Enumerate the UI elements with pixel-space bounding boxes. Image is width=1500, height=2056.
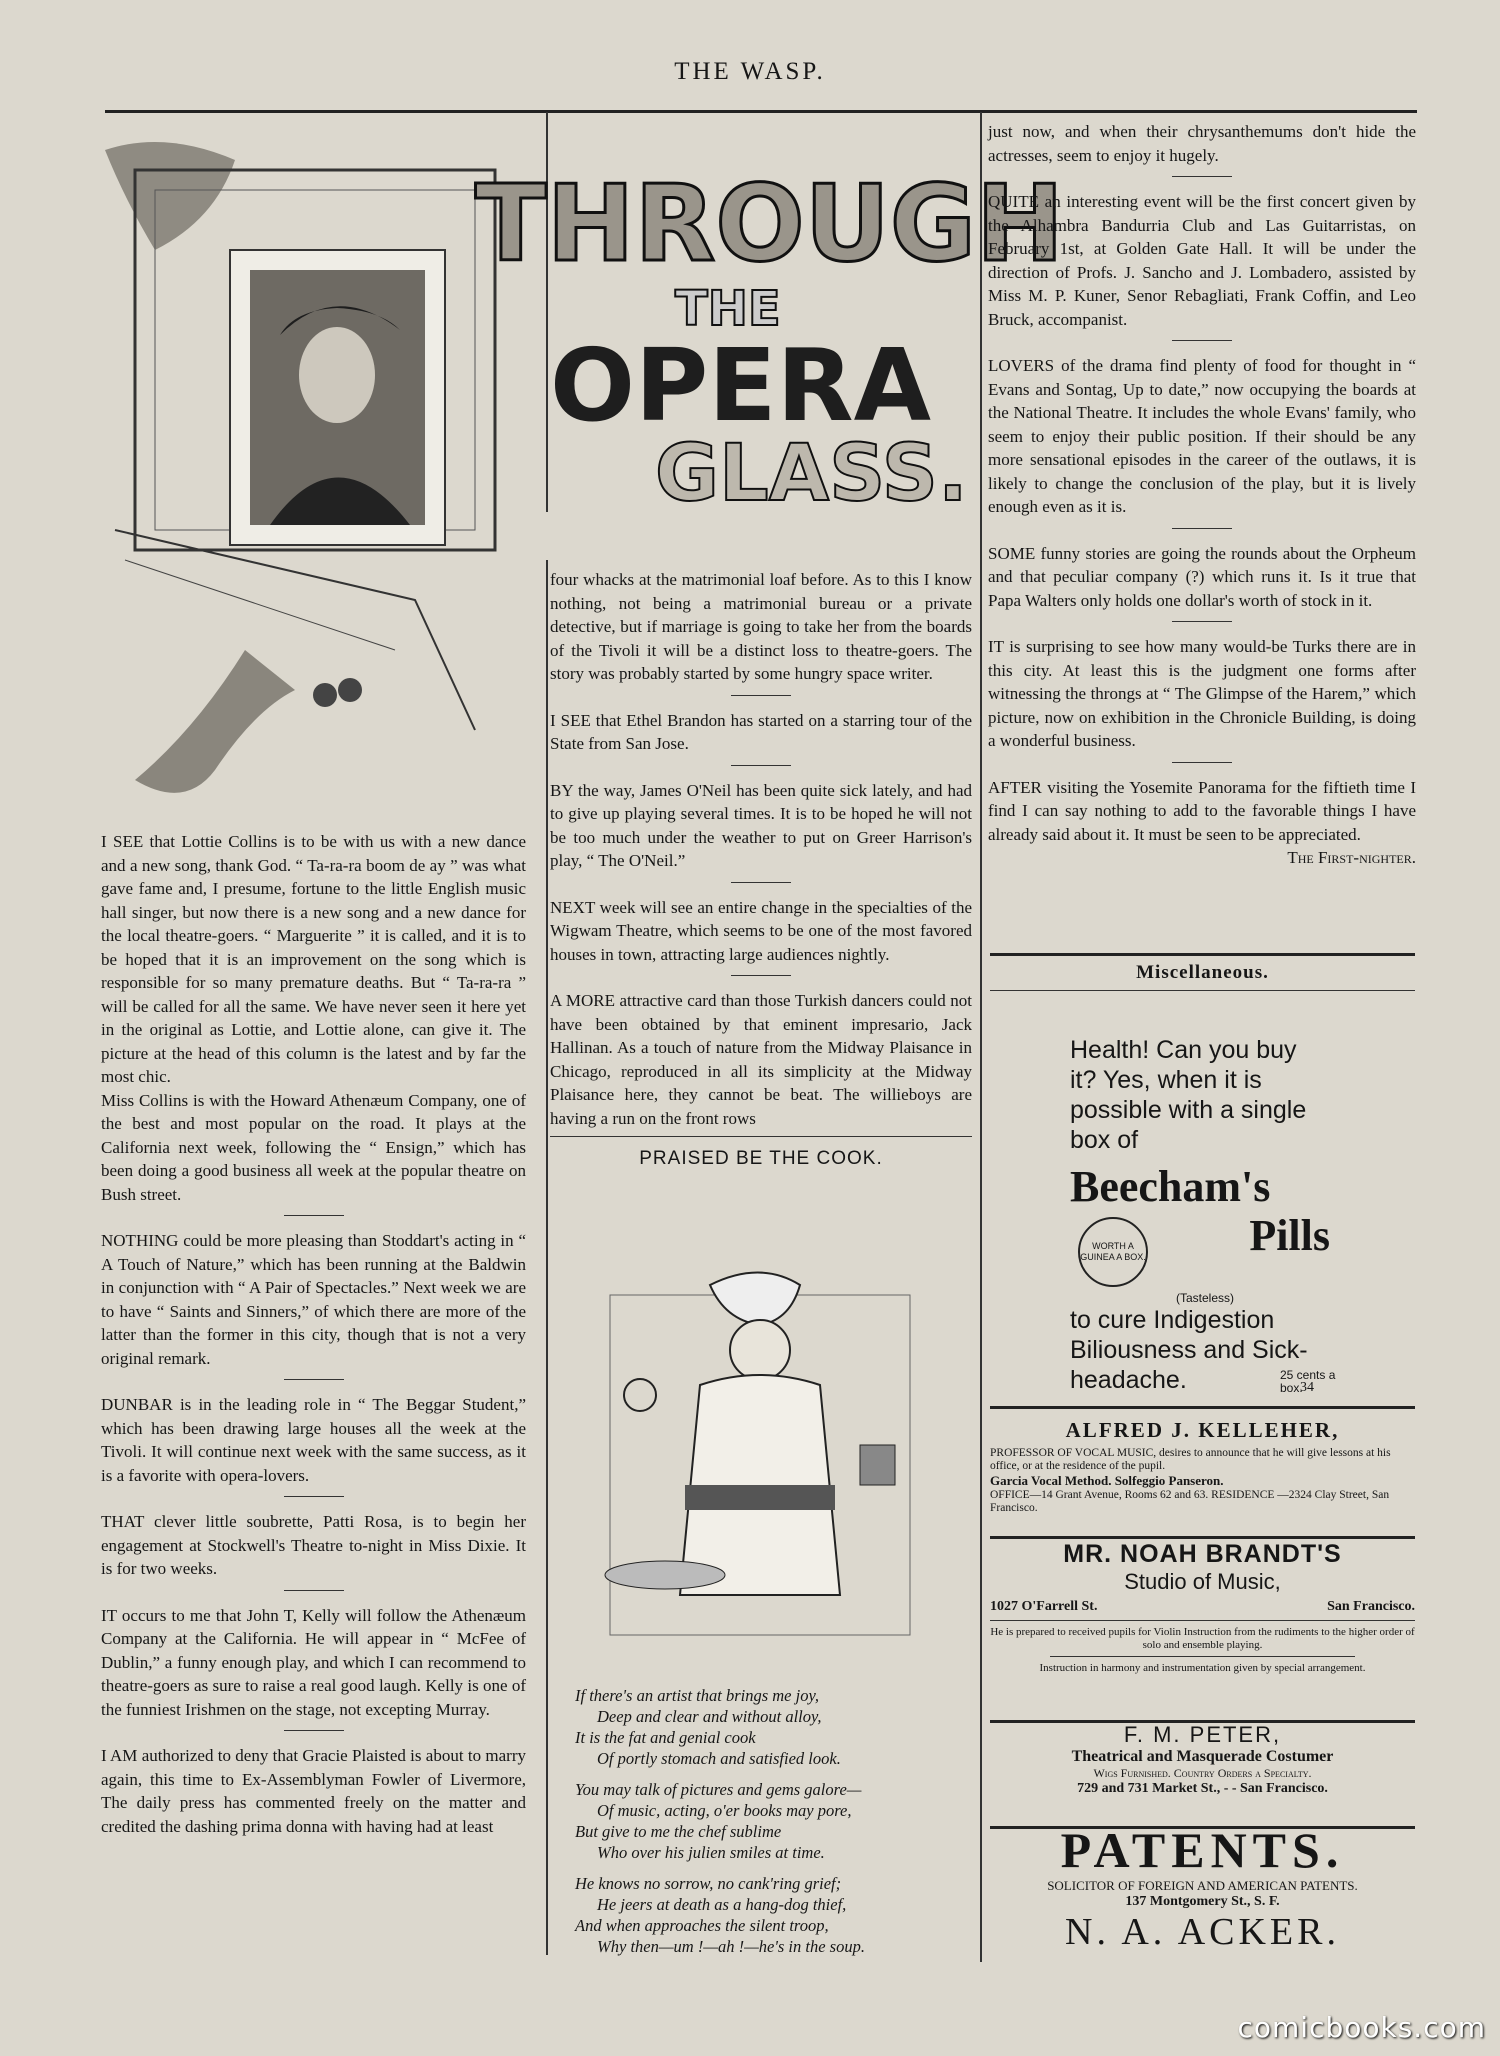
paragraph: DUNBAR is in the leading role in “ The Beggar Student,” which has been drawing large houses all the week at the Tivoli. It will continue next week with the same success, as it is a favorite with opera-lovers.	[101, 1395, 526, 1485]
separator	[284, 1215, 344, 1216]
chef-face	[730, 1320, 790, 1380]
paragraph: QUITE an interesting event will be the first concert given by the Alhambra Bandurria Club and Las Guitarristas, on February 1st, at Golden Gate Hall. It will be under the direction of Profs. J. Sancho and J. Lombadero, assisted by Miss M. P. Kuner, Senor Rebagliati, Frank Coffin, and Leo Bruck, accompanist.	[988, 192, 1416, 329]
curtain-drape	[105, 142, 235, 250]
separator	[731, 882, 791, 883]
separator	[1172, 176, 1232, 177]
cook-illustration	[590, 1265, 935, 1665]
running-header: THE WASP.	[674, 58, 826, 85]
paragraph: four whacks at the matrimonial loaf before. As to this I know nothing, not being a matrimonial bureau or a private detective, but if marriage is going to take her from the boards of the Tivoli it will be a distinct loss to theatre-goers. The story was probably started by some hungry space writer.	[550, 570, 972, 683]
brandt-ad: MR. NOAH BRANDT'S Studio of Music, 1027 O'Farrell St. San Francisco. He is prepared to received pupils for Violin Instruction from the rudiments to the higher order of solo and ensemble playing. Instruction in harmony and instrumentation given by special arrangement.	[990, 1540, 1415, 1674]
column-1	[101, 830, 526, 1838]
paragraph: AFTER visiting the Yosemite Panorama for the fiftieth time I find I can say nothing to add to the favorable things I have already said about it. It must be seen to be appreciated.	[988, 777, 1416, 844]
masthead-opera: OPERA	[550, 327, 932, 444]
misc-heading: Miscellaneous.	[1136, 962, 1269, 983]
paragraph: LOVERS of the drama find plenty of food for thought in “ Evans and Sontag, Up to date,” now occupying the boards at the National Theatre. It includes the whole Evans' family, who seem to enjoy their public position. If their should be any more sensational episodes in the career of the outlaws, it is likely to change the conclusion of the play, but it is lively enough even as it is.	[988, 356, 1416, 516]
separator	[284, 1379, 344, 1380]
column-2	[550, 568, 972, 1171]
rule	[990, 953, 1415, 956]
separator	[1172, 621, 1232, 622]
paragraph: BY the way, James O'Neil has been quite sick lately, and had to give up playing several times. It is to be hoped he will not be too much under the weather to put on Greer Harrison's play, “ The O'Neil.”	[550, 780, 972, 870]
paragraph: I AM authorized to deny that Gracie Plaisted is about to marry again, this time to Ex-Assemblyman Fowler of Livermore, The daily press has commented freely on the matter and credited the dashing prima donna with having had at least	[101, 1746, 526, 1836]
masthead-glass: GLASS.	[655, 429, 968, 519]
separator	[284, 1730, 344, 1731]
paragraph: I SEE that Lottie Collins is to be with us with a new dance and a new song, thank God. “ Ta-ra-ra boom de ay ” was what gave fame and, I presume, fortune to the little English music hall singer, but now there is a new song and a new dance for the local theatre-goers. “ Marguerite ” it is called, and it is to be hoped that it is an improvement on the song which is responsible for so many premature deaths. But “ Ta-ra-ra ” will be called for all the same. We have never seen it here yet in the original as Lottie, and Lottie alone, can give it. The picture at the head of this column is the latest and by far the most chic.	[101, 832, 526, 1086]
beecham-brand: Beecham's	[1070, 1162, 1271, 1211]
peter-ad: F. M. PETER, Theatrical and Masquerade Costumer Wigs Furnished. Country Orders a Specialty. 729 and 731 Market St., - - San Francisco.	[1071, 1722, 1334, 1796]
paragraph: I SEE that Ethel Brandon has started on a starring tour of the State from San Jose.	[550, 710, 972, 753]
watermark: comicbooks.com	[1237, 2011, 1486, 2044]
separator	[1172, 762, 1232, 763]
separator	[284, 1590, 344, 1591]
paragraph: SOME funny stories are going the rounds about the Orpheum and that peculiar company (?) which runs it. Is it true that Papa Walters only holds one dollar's worth of stock in it.	[988, 543, 1416, 610]
chef-hat	[710, 1273, 800, 1326]
paragraph: Miss Collins is with the Howard Athenæum Company, one of the best and most popular on the road. It plays at the California next week, following the “ Ensign,” which has been doing a good business all week at the popular theatre on Bush street.	[101, 1090, 526, 1204]
separator	[731, 695, 791, 696]
separator	[1172, 340, 1232, 341]
separator	[284, 1496, 344, 1497]
signature: The First-nighter.	[1287, 848, 1416, 867]
paragraph: NOTHING could be more pleasing than Stoddart's acting in “ A Touch of Nature,” which has been running at the Baldwin in conjunction with “ A Pair of Spectacles.” Next week we are to have “ Saints and Sinners,” of which there are more of the latter than the former in this city, though that is not a very original remark.	[101, 1231, 526, 1368]
separator	[731, 765, 791, 766]
masthead-through: THROUGH	[475, 163, 1064, 285]
cook-title: PRAISED BE THE COOK.	[639, 1148, 883, 1169]
beecham-ad: Health! Can you buy it? Yes, when it is possible with a single box of Beecham's WORTH A GUINEA A BOX. Pills (Tasteless) to cure Indigestion Biliousness and Sick- headache. 25 cents a box.	[1070, 1035, 1340, 1395]
pot	[860, 1445, 895, 1485]
poem: If there's an artist that brings me joy, Deep and clear and without alloy, It is the fat and genial cook Of portly stomach and satisfied look. You may talk of pictures and gems galore— Of music, acting, o'er books may pore, But give to me the chef sublime Who over his julien smiles at time. He knows no sorrow, no cank'ring grief; He jeers at death as a hang-dog thief, And when approaches the silent troop, Why then—um !—ah !—he's in the soup.	[575, 1686, 865, 1956]
column-3	[988, 120, 1416, 870]
guinea-seal: WORTH A GUINEA A BOX.	[1078, 1217, 1148, 1287]
paragraph: A MORE attractive card than those Turkish dancers could not have been obtained by that eminent impresario, Jack Hallinan. As a touch of nature from the Midway Plaisance in Chicago, reproduced in all its simplicity at the Midway Plaisance here, they cannot be beat. The willieboys are having a run on the front rows	[550, 991, 972, 1128]
magazine-page: THE WASP. THROUGH THE OPERA GLASS. I SEE that Lottie Collins is to be with us with a new dance and a new song, thank God. “ Ta-ra-ra boom de ay ” was what gave fame and, I presume, fortune to the little English music hall singer, but now there is a new song and a new dance for the local theatre-goers. “ Marguerite ” it is called, and it is to be hoped that it is an improvement on the song which is responsible for so many premature deaths. But “ Ta-ra-ra ” will be called for all the same. We have never seen it here yet in the original as Lottie, and Lottie alone, can give it. The picture at the head of this column is the latest and by far the most chic. Miss Collins is with the Howard Athenæum Company, one of the best and most popular on the road. It plays at the California next week, following the “ Ensign,” which has been doing a good business all week at the popular theatre on Bush street. NOTHING could be more pleasing than Stoddart's acting in “ A Touch of Nature,” which has been running at the Baldwin in conjunction with “ A Pair of Spectacles.” Next week we are to have “ Saints and Sinners,” of which there are more of the latter than the former in this city, though that is not a very original remark. DUNBAR is in the leading role in “ The Beggar Student,” which has been drawing large houses all the week at the Tivoli. It will continue next week with the same success, as it is a favorite with opera-lovers. THAT clever little soubrette, Patti Rosa, is to begin her engagement at Stockwell's Theatre to-night in Miss Dixie. It is for two weeks. IT occurs to me that John T, Kelly will follow the Athenæum Company at the California. He will appear in “ McFee of Dublin,” a funny enough play, and which I can recommend to theatre-goers as sure to raise a real good laugh. Kelly is one of the funniest Irishmen on the stage, not excepting Murray. I AM authorized to deny that Gracie Plaisted is about to marry again, this time to Ex-Assemblyman Fowler of Livermore, The daily press has commented freely on the matter and credited the dashing prima donna with having had at least four whacks at the matrimonial loaf before. As to this I know nothing, not being a matrimonial bureau or a private detective, but if marriage is going to take her from the boards of the Tivoli it will be a distinct loss to theatre-goers. The story was probably started by some hungry space writer. I SEE that Ethel Brandon has started on a starring tour of the State from San Jose. BY the way, James O'Neil has been quite sick lately, and had to give up playing several times. It is to be hoped he will not be too much under the weather to put on Greer Harrison's play, “ The O'Neil.” NEXT week will see an entire change in the specialties of the Wigwam Theatre, which seems to be one of the most favored houses in town, attracting large audiences nightly. A MORE attractive card than those Turkish dancers could not have been obtained by that eminent impresario, Jack Hallinan. As a touch of nature from the Midway Plaisance in Chicago, reproduced in all its simplicity at the Midway Plaisance here, they cannot be beat. The willieboys are having a run on the front rows PRAISED BE THE COOK. If there's an artist that brings me joy, Deep and clear and without alloy, It is the fat and genial cook Of portly stomach and satisfied look. You may talk of pictures and gems galore— Of music, acting, o'er books may pore, But give to me the chef sublime Who over his julien smiles at time. He knows no sorrow, no cank'ring grief; He jeers at death as a hang-dog thief, And when approaches the silent troop, Why then—um !—ah !—he's in the soup. just now, and when their chrysanthemums don't hide the actresses, seem to enjoy it hugely. QUITE an interesting event will be the first concert given by the Alhambra Bandurria Club and Las Guitarristas, on February 1st, at Golden Gate Hall. It will be under the direction of Profs. J. Sancho and J. Lombadero, assisted by Miss M. P. Kuner, Senor Rebagliati, Frank Coffin, and Leo Bruck, accompanist. LOVERS of the drama find plenty of food for thought in “ Evans and Sontag, Up to date,” now occupying the boards at the National Theatre. It includes the whole Evans' family, who seem to enjoy their public position. If their should be any more sensational episodes in the career of the outlaws, it is likely to change the conclusion of the play, but it is lively enough even as it is. SOME funny stories are going the rounds about the Orpheum and that peculiar company (?) which runs it. Is it true that Papa Walters only holds one dollar's worth of stock in it. IT is surprising to see how many would-be Turks there are in this city. At least this is the judgment one forms after witnessing the throngs at “ The Glimpse of the Harem,” which picture, now on exhibition in the Chronicle Building, is doing a wonderful business. AFTER visiting the Yosemite Panorama for the fiftieth time I find I can say nothing to add to the favorable things I have already said about it. It must be seen to be appreciated. The First-nighter. Miscellaneous. Health! Can you buy it? Yes, when it is possible with a single box of Beecham's WORTH A GUINEA A BOX. Pills (Tasteless) to cure Indigestion Biliousness and Sick- headache. 25 cents a box. 34 ALFRED J. KELLEHER, PROFESSOR OF VOCAL MUSIC, desires to announce that he will give lessons at his office, or at the residence of the pupil. Garcia Vocal Method. Solfeggio Panseron. OFFICE—14 Grant Avenue, Rooms 62 and 63. RESIDENCE —2324 Clay Street, San Francisco. MR. NOAH BRANDT'S Studio of Music, 1027 O'Farrell St. San Francisco. He is prepared to received pupils for Violin Instruction from the rudiments to the higher order of solo and ensemble playing. Instruction in harmony and instrumentation given by special arrangement. F. M. PETER, Theatrical and Masquerade Costumer Wigs Furnished. Country Orders a Specialty. 729 and 731 Market St., - - San Francisco. PATENTS. SOLICITOR OF FOREIGN AND AMERICAN PATENTS. 137 Montgomery St., S. F. N. A. ACKER. comicbooks.com	[0, 0, 1500, 2056]
masthead-the: THE	[675, 281, 781, 337]
header-rule	[105, 110, 1417, 113]
paragraph: IT is surprising to see how many would-be Turks there are in this city. At least this is the judgment one forms after witnessing the throngs at “ The Glimpse of the Harem,” which picture, now on exhibition in the Chronicle Building, is doing a wonderful business.	[988, 637, 1416, 750]
paragraph: NEXT week will see an entire change in the specialties of the Wigwam Theatre, which seems to be one of the most favored houses in town, attracting large audiences nightly.	[550, 897, 972, 964]
lion-scroll	[135, 650, 295, 793]
rule	[990, 990, 1415, 991]
acker-ad: PATENTS. SOLICITOR OF FOREIGN AND AMERICAN PATENTS. 137 Montgomery St., S. F. N. A. ACKER.	[1047, 1822, 1358, 1953]
kelleher-ad: ALFRED J. KELLEHER, PROFESSOR OF VOCAL MUSIC, desires to announce that he will give lessons at his office, or at the residence of the pupil. Garcia Vocal Method. Solfeggio Panseron. OFFICE—14 Grant Avenue, Rooms 62 and 63. RESIDENCE —2324 Clay Street, San Francisco.	[990, 1418, 1391, 1514]
separator	[1172, 528, 1232, 529]
fan	[115, 530, 475, 730]
paragraph: IT occurs to me that John T, Kelly will follow the Athenæum Company at the California. He will appear in “ McFee of Dublin,” a funny enough play, and which I can recommend to theatre-goers as sure to raise a real good laugh. Kelly is one of the funniest Irishmen on the stage, not excepting Murray.	[101, 1605, 526, 1719]
paragraph: THAT clever little soubrette, Patti Rosa, is to begin her engagement at Stockwell's Theatre to-night in Miss Dixie. It is for two weeks.	[101, 1512, 526, 1578]
hanging-pan	[624, 1379, 656, 1411]
opera-glass-icon	[313, 683, 337, 707]
paragraph: just now, and when their chrysanthemums don't hide the actresses, seem to enjoy it hugely.	[988, 122, 1416, 165]
table-bowl	[605, 1561, 725, 1589]
separator	[731, 975, 791, 976]
